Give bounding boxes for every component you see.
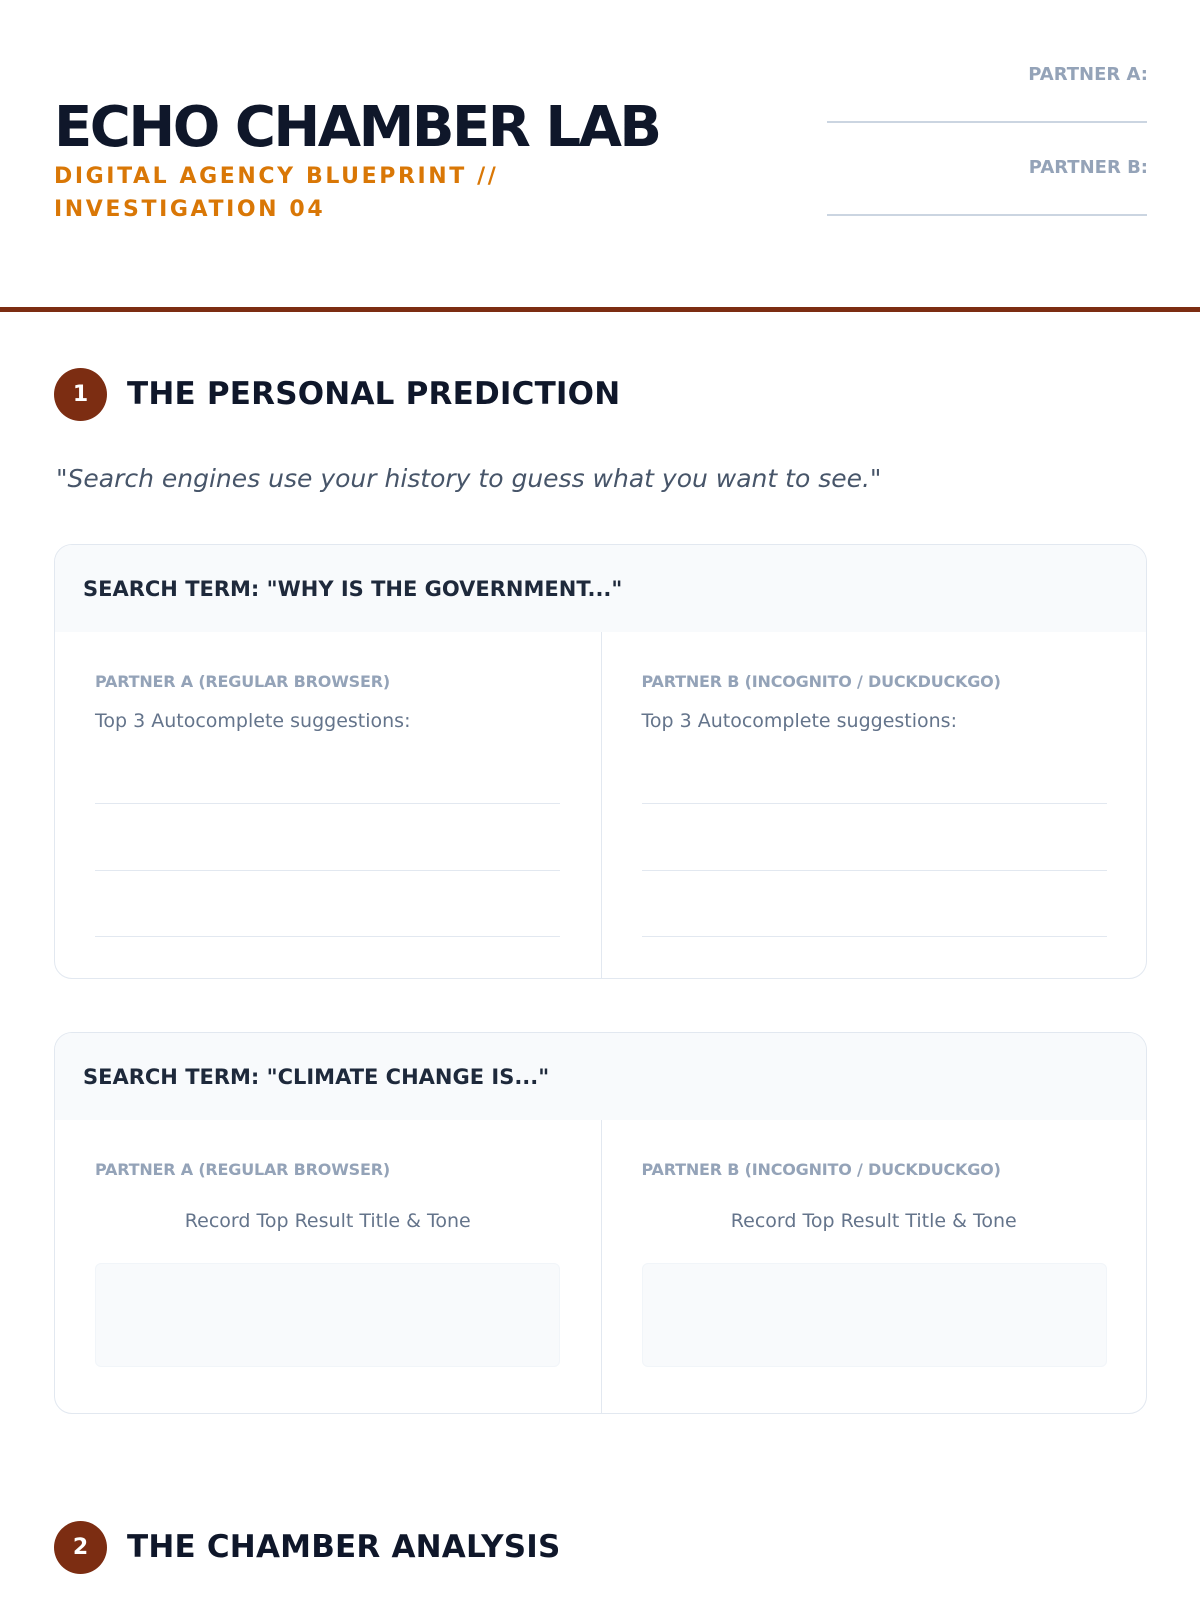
partner-b-column [601,632,1147,978]
partner-a-name-line[interactable] [827,121,1147,123]
answer-line-2[interactable] [642,870,1107,871]
partner-a-label: PARTNER A: [1028,64,1148,85]
worksheet-header [0,0,1200,312]
answer-line-3[interactable] [95,936,560,937]
partner-b-label: PARTNER B: [1028,157,1148,178]
partner-a-column [55,1120,601,1413]
column-label: PARTNER B (INCOGNITO / DUCKDUCKGO) [641,1160,1001,1179]
answer-line-3[interactable] [642,936,1107,937]
card-heading: SEARCH TERM: "WHY IS THE GOVERNMENT..." [55,545,1146,632]
page-title: ECHO CHAMBER LAB [54,95,660,160]
answer-box[interactable] [642,1263,1107,1367]
column-label: PARTNER A (REGULAR BROWSER) [95,672,390,691]
answer-box[interactable] [95,1263,560,1367]
answer-line-1[interactable] [642,803,1107,804]
search-term-card-climate [54,1032,1147,1414]
column-instruction: Record Top Result Title & Tone [184,1210,471,1232]
section-title: THE CHAMBER ANALYSIS [127,1529,561,1565]
section-2-heading [54,1520,561,1574]
answer-line-2[interactable] [95,870,560,871]
card-heading: SEARCH TERM: "CLIMATE CHANGE IS..." [55,1033,1146,1120]
section-number-badge: 2 [54,1521,107,1574]
column-instruction: Top 3 Autocomplete suggestions: [641,710,957,732]
section-1-heading [54,367,620,421]
partner-b-name-line[interactable] [827,214,1147,216]
section-number-badge: 1 [54,368,107,421]
column-label: PARTNER A (REGULAR BROWSER) [95,1160,390,1179]
page-subtitle: DIGITAL AGENCY BLUEPRINT // INVESTIGATION 04 [54,164,499,222]
partner-a-column [55,632,601,978]
partner-b-column [601,1120,1147,1413]
column-label: PARTNER B (INCOGNITO / DUCKDUCKGO) [641,672,1001,691]
column-instruction: Record Top Result Title & Tone [730,1210,1017,1232]
column-instruction: Top 3 Autocomplete suggestions: [95,710,411,732]
answer-line-1[interactable] [95,803,560,804]
section-quote: "Search engines use your history to guess what you want to see." [56,464,882,493]
section-title: THE PERSONAL PREDICTION [127,376,621,412]
search-term-card-government [54,544,1147,979]
